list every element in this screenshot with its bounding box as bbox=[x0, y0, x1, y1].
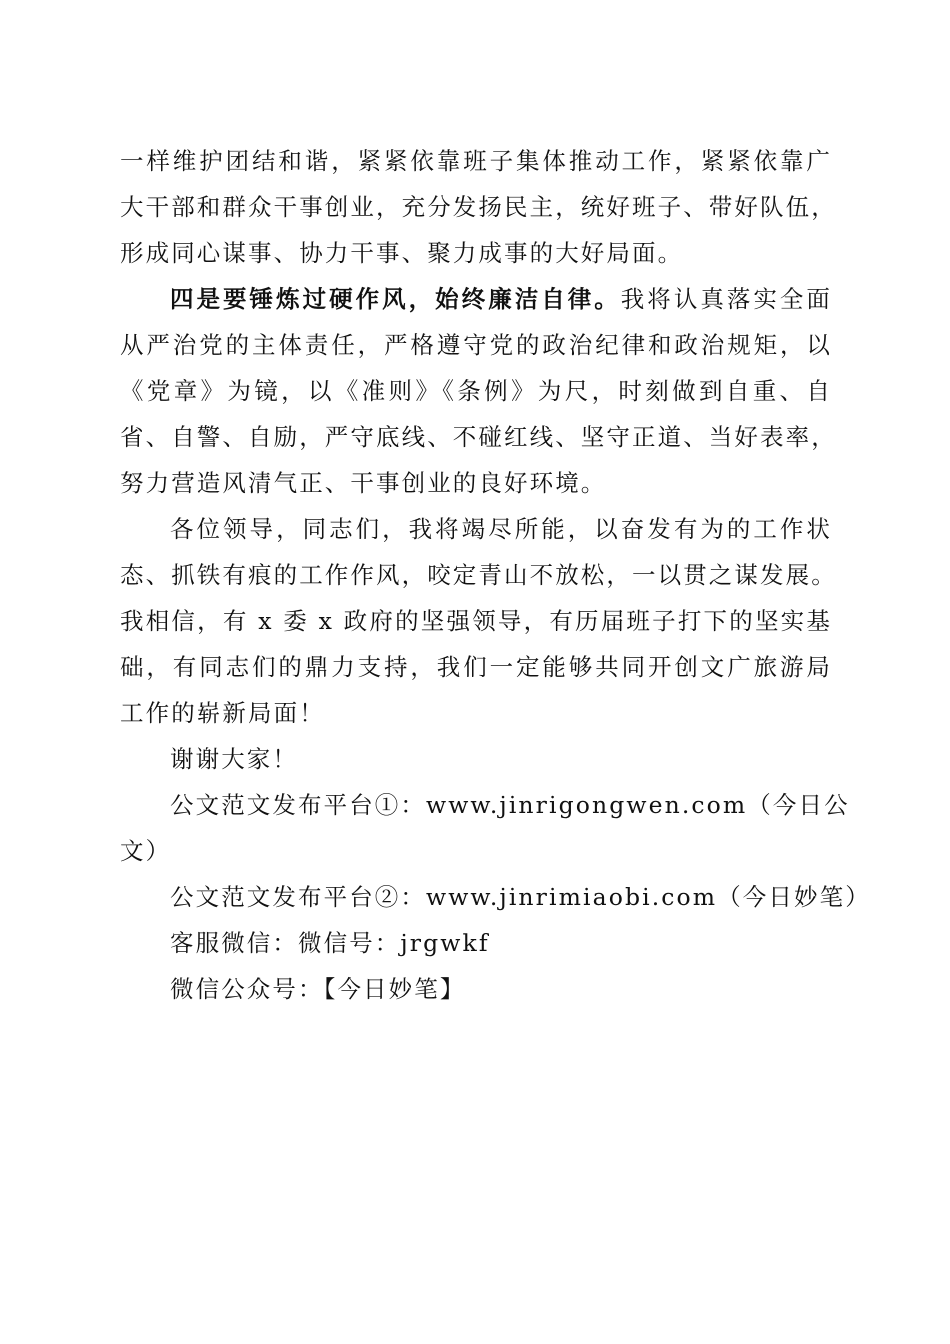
paragraph-2-line-5: 努力营造风清气正、干事创业的良好环境。 bbox=[120, 469, 607, 497]
footer-platform-2 bbox=[120, 874, 871, 920]
paragraph-2-line-1 bbox=[120, 276, 832, 322]
document-body bbox=[120, 138, 871, 1012]
paragraph-2-line-3: 《党章》为镜，以《准则》《条例》为尺，时刻做到自重、自 bbox=[120, 377, 832, 405]
paragraph-1 bbox=[120, 138, 837, 276]
paragraph-2-line-4: 省、自警、自励，严守底线、不碰红线、坚守正道、当好表率， bbox=[120, 423, 837, 451]
paragraph-2 bbox=[120, 276, 837, 506]
footer-platform-2-line: 公文范文发布平台②：www.jinrimiaobi.com（今日妙笔） bbox=[170, 883, 871, 911]
closing-paragraph bbox=[120, 736, 832, 782]
footer-platform-1-line-2: 文） bbox=[120, 837, 172, 865]
paragraph-2-heading: 四是要锤炼过硬作风，始终廉洁自律。 bbox=[170, 285, 621, 313]
paragraph-2-line-2: 从严治党的主体责任，严格遵守党的政治纪律和政治规矩，以 bbox=[120, 331, 832, 359]
footer-platform-1-line-1: 公文范文发布平台①：www.jinrigongwen.com（今日公 bbox=[170, 791, 850, 819]
footer-platform-1 bbox=[120, 782, 850, 874]
footer-wechat-account-line: 微信公众号：【今日妙笔】 bbox=[170, 975, 466, 1003]
paragraph-3-line-5: 工作的崭新局面！ bbox=[120, 699, 325, 727]
footer-wechat-account bbox=[120, 966, 832, 1012]
paragraph-2-line-1-rest: 我将认真落实全面 bbox=[620, 285, 832, 313]
paragraph-3 bbox=[120, 506, 837, 736]
paragraph-1-line-3: 形成同心谋事、协力干事、聚力成事的大好局面。 bbox=[120, 239, 684, 267]
paragraph-3-line-2: 态、抓铁有痕的工作作风，咬定青山不放松，一以贯之谋发展。 bbox=[120, 561, 837, 589]
paragraph-3-line-4: 础，有同志们的鼎力支持，我们一定能够共同开创文广旅游局 bbox=[120, 653, 832, 681]
closing-line: 谢谢大家！ bbox=[170, 745, 298, 773]
paragraph-3-line-3: 我相信，有 x 委 x 政府的坚强领导，有历届班子打下的坚实基 bbox=[120, 607, 832, 635]
footer-wechat-service-line: 客服微信：微信号：jrgwkf bbox=[170, 929, 490, 957]
footer-wechat-service bbox=[120, 920, 832, 966]
paragraph-1-line-1: 一样维护团结和谐，紧紧依靠班子集体推动工作，紧紧依靠广 bbox=[120, 147, 832, 175]
paragraph-1-line-2: 大干部和群众干事创业，充分发扬民主，统好班子、带好队伍， bbox=[120, 193, 837, 221]
paragraph-3-line-1: 各位领导，同志们，我将竭尽所能，以奋发有为的工作状 bbox=[170, 515, 832, 543]
